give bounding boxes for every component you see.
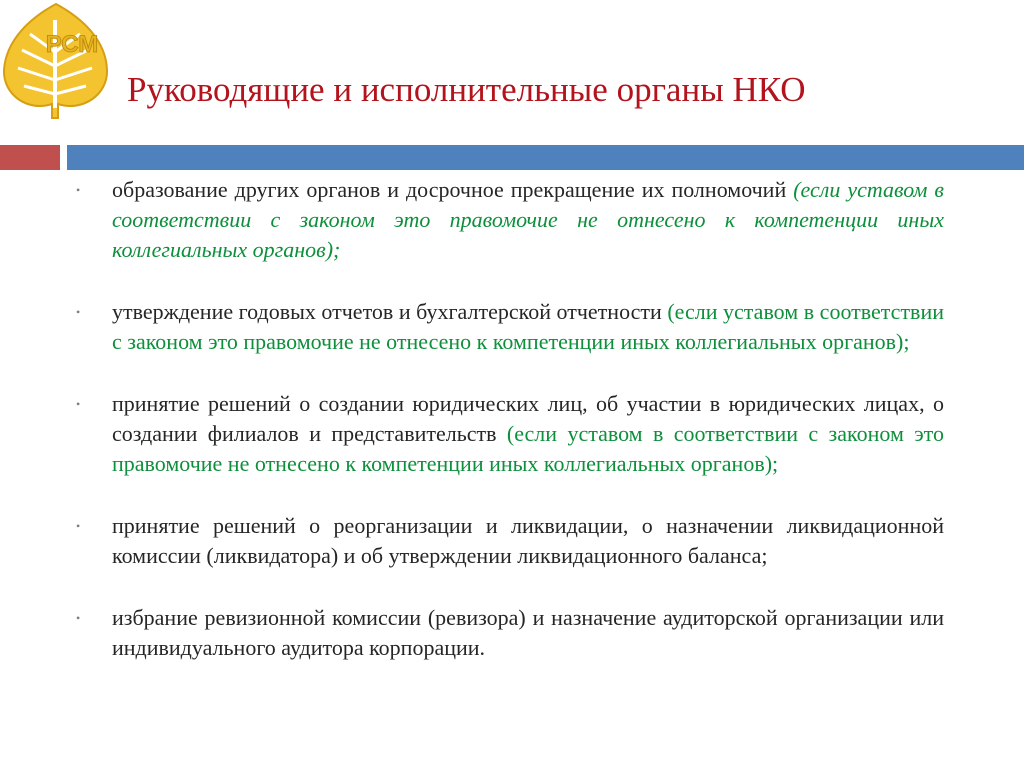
bullet-icon: • [76,397,81,411]
bullet-icon: • [76,611,81,625]
list-item [76,603,944,663]
item-main-text: утверждение годовых отчетов и бухгалтерской отчетности [112,299,668,324]
bullet-icon: • [76,183,81,197]
item-main-text: избрание ревизионной комиссии (ревизора) и назначение аудиторской организации или индивидуального аудитора корпорации. [112,605,944,660]
item-note-text: (если уставом в соответствии с законом это правомочие не отнесено к компетенции иных коллегиальных органов); [112,177,944,262]
item-main-text: принятие решений о реорганизации и ликвидации, о назначении ликвидационной комиссии (ликвидатора) и об утверждении ликвидационного баланса; [112,513,944,568]
list-item [76,389,944,479]
rsm-leaf-logo [0,0,112,122]
item-note-text: (если уставом в соответствии с законом это правомочие не отнесено к компетенции иных коллегиальных органов); [112,299,944,354]
bullet-icon: • [76,305,81,319]
item-main-text: принятие решений о создании юридических лиц, об участии в юридических лицах, о создании филиалов и представительств [112,391,944,446]
list-item [76,511,944,571]
list-item [76,175,944,265]
list-item [76,297,944,357]
logo-text: РСМ [45,31,99,58]
item-main-text: образование других органов и досрочное прекращение их полномочий [112,177,794,202]
item-note-text: (если уставом в соответствии с законом это правомочие не отнесено к компетенции иных коллегиальных органов); [112,421,945,476]
accent-bar-blue [67,145,1024,170]
bullet-list [76,175,944,695]
page-title: Руководящие и исполнительные органы НКО [127,70,806,109]
bullet-icon: • [76,519,81,533]
accent-bar-red [0,145,60,170]
